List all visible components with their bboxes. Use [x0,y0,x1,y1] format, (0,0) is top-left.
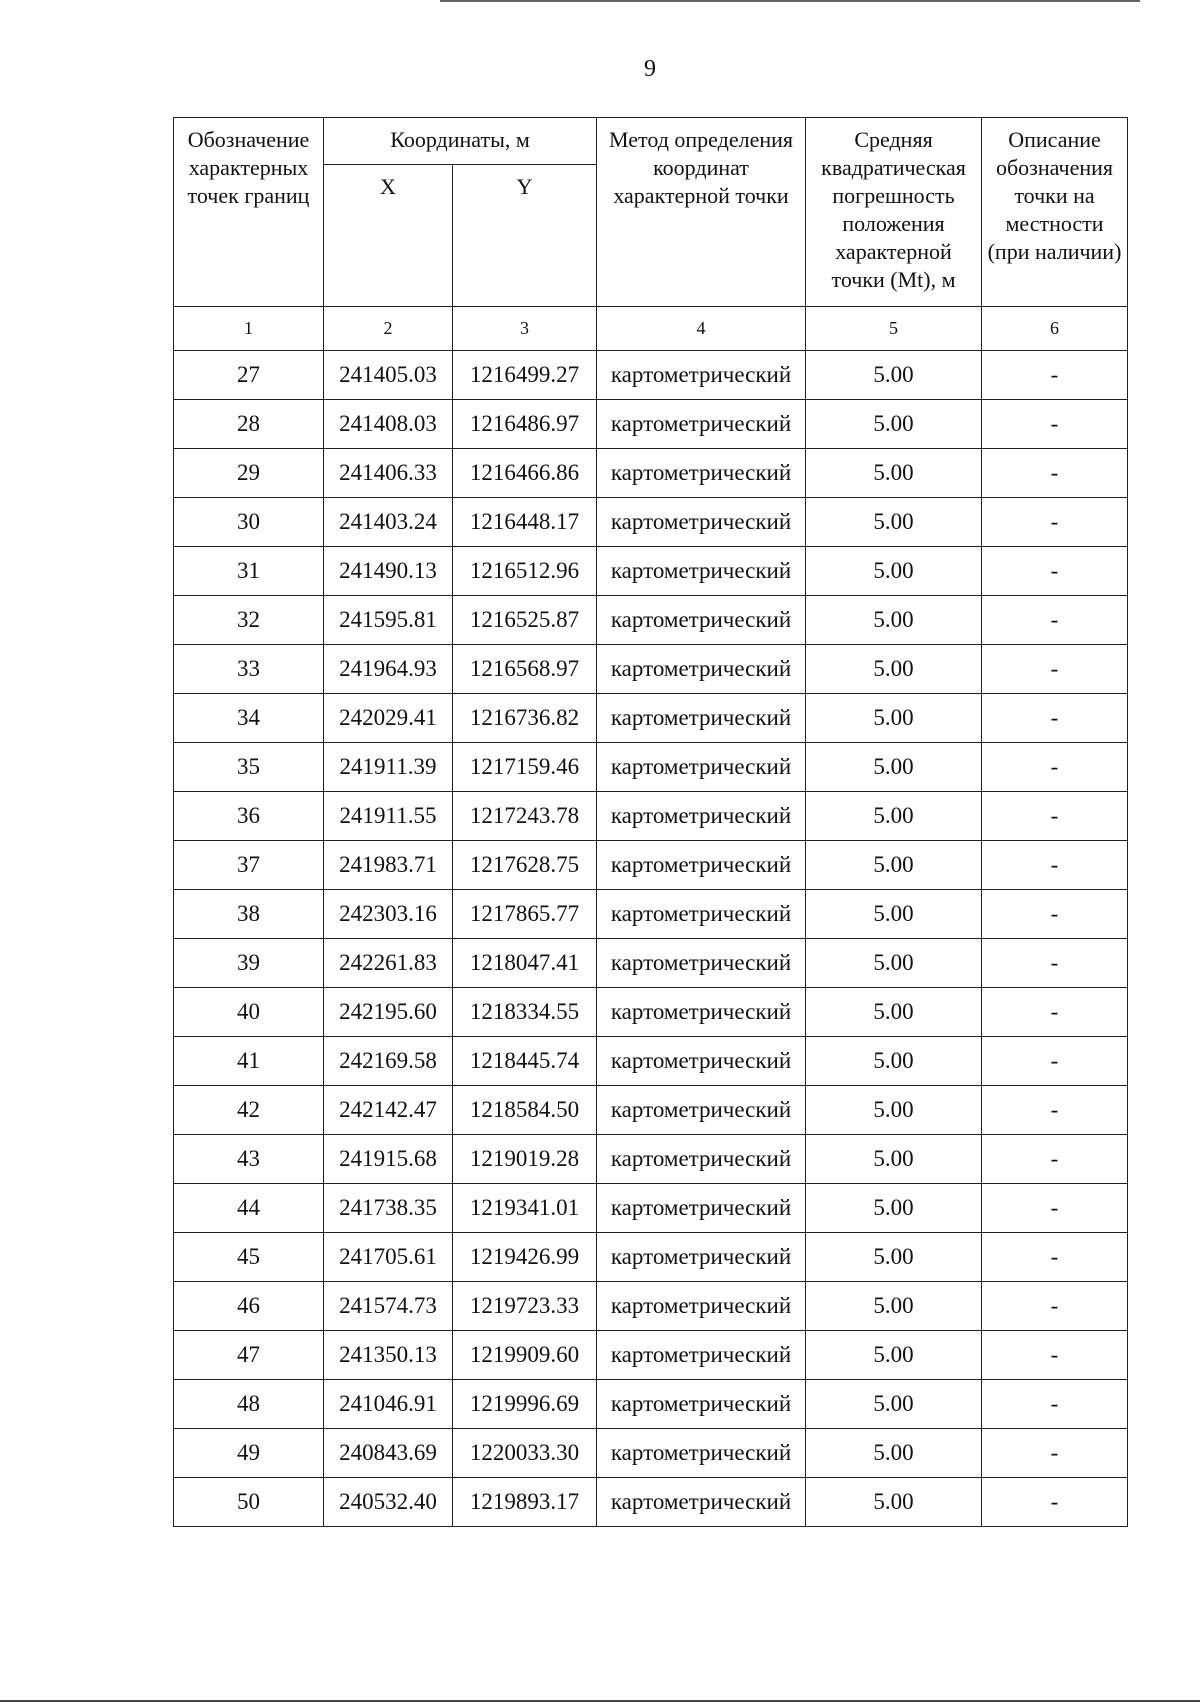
error-cell: 5.00 [806,1233,982,1282]
point-cell: 30 [174,498,324,547]
x-coordinate-cell: 241915.68 [324,1135,453,1184]
table-row [174,1086,1128,1135]
description-cell: - [982,1135,1128,1184]
point-cell: 49 [174,1429,324,1478]
page-number: 9 [644,56,656,82]
error-cell: 5.00 [806,890,982,939]
description-cell: - [982,1037,1128,1086]
y-coordinate-cell: 1217865.77 [453,890,597,939]
y-coordinate-cell: 1217159.46 [453,743,597,792]
point-cell: 47 [174,1331,324,1380]
error-cell: 5.00 [806,645,982,694]
error-cell: 5.00 [806,939,982,988]
table-row [174,1429,1128,1478]
y-coordinate-cell: 1218445.74 [453,1037,597,1086]
table-row [174,645,1128,694]
top-scan-rule [440,0,1140,2]
table-row [174,792,1128,841]
method-cell: картометрический [597,939,806,988]
x-coordinate-cell: 242169.58 [324,1037,453,1086]
x-coordinate-cell: 242029.41 [324,694,453,743]
method-cell: картометрический [597,841,806,890]
point-cell: 33 [174,645,324,694]
error-cell: 5.00 [806,694,982,743]
y-coordinate-cell: 1216568.97 [453,645,597,694]
error-cell: 5.00 [806,1086,982,1135]
point-cell: 39 [174,939,324,988]
table-body [174,351,1128,1527]
point-cell: 45 [174,1233,324,1282]
method-cell: картометрический [597,400,806,449]
point-cell: 27 [174,351,324,400]
method-cell: картометрический [597,1135,806,1184]
x-coordinate-cell: 240843.69 [324,1429,453,1478]
method-cell: картометрический [597,1233,806,1282]
error-cell: 5.00 [806,988,982,1037]
bottom-scan-rule [0,1700,1200,1702]
y-coordinate-cell: 1218334.55 [453,988,597,1037]
table-row [174,1037,1128,1086]
y-coordinate-cell: 1219723.33 [453,1282,597,1331]
y-coordinate-cell: 1219996.69 [453,1380,597,1429]
error-cell: 5.00 [806,498,982,547]
x-coordinate-cell: 241406.33 [324,449,453,498]
description-cell: - [982,1184,1128,1233]
x-coordinate-cell: 242303.16 [324,890,453,939]
point-cell: 46 [174,1282,324,1331]
error-cell: 5.00 [806,1429,982,1478]
method-cell: картометрический [597,890,806,939]
table-row [174,988,1128,1037]
y-coordinate-cell: 1216736.82 [453,694,597,743]
point-cell: 44 [174,1184,324,1233]
error-cell: 5.00 [806,1037,982,1086]
point-cell: 31 [174,547,324,596]
x-coordinate-cell: 240532.40 [324,1478,453,1527]
table-row [174,351,1128,400]
method-cell: картометрический [597,547,806,596]
y-coordinate-cell: 1219341.01 [453,1184,597,1233]
table-row [174,841,1128,890]
error-cell: 5.00 [806,400,982,449]
column-number: 2 [324,307,453,351]
description-cell: - [982,1086,1128,1135]
coordinates-table [173,117,1128,1527]
description-cell: - [982,449,1128,498]
table-row [174,939,1128,988]
point-cell: 42 [174,1086,324,1135]
point-cell: 35 [174,743,324,792]
table-row [174,1184,1128,1233]
point-cell: 41 [174,1037,324,1086]
table-row [174,1380,1128,1429]
description-cell: - [982,1282,1128,1331]
header-point-designation: Обозначение характерных точек границ [174,118,324,307]
x-coordinate-cell: 241403.24 [324,498,453,547]
point-cell: 28 [174,400,324,449]
method-cell: картометрический [597,1037,806,1086]
table-row [174,596,1128,645]
method-cell: картометрический [597,1380,806,1429]
description-cell: - [982,890,1128,939]
table-row [174,498,1128,547]
point-cell: 43 [174,1135,324,1184]
y-coordinate-cell: 1219426.99 [453,1233,597,1282]
error-cell: 5.00 [806,743,982,792]
point-cell: 48 [174,1380,324,1429]
method-cell: картометрический [597,498,806,547]
column-number: 5 [806,307,982,351]
method-cell: картометрический [597,1478,806,1527]
column-number: 3 [453,307,597,351]
description-cell: - [982,498,1128,547]
y-coordinate-cell: 1216525.87 [453,596,597,645]
point-cell: 40 [174,988,324,1037]
column-number: 6 [982,307,1128,351]
table-row [174,547,1128,596]
table-row [174,1282,1128,1331]
description-cell: - [982,400,1128,449]
table-row [174,890,1128,939]
method-cell: картометрический [597,1331,806,1380]
point-cell: 32 [174,596,324,645]
description-cell: - [982,1429,1128,1478]
header-method: Метод определения координат характерной точки [597,118,806,307]
point-cell: 38 [174,890,324,939]
x-coordinate-cell: 241595.81 [324,596,453,645]
header-error: Средняя квадратическая погрешность положения характерной точки (Mt), м [806,118,982,307]
column-number: 4 [597,307,806,351]
x-coordinate-cell: 241574.73 [324,1282,453,1331]
description-cell: - [982,547,1128,596]
error-cell: 5.00 [806,351,982,400]
method-cell: картометрический [597,1184,806,1233]
error-cell: 5.00 [806,596,982,645]
method-cell: картометрический [597,988,806,1037]
point-cell: 29 [174,449,324,498]
error-cell: 5.00 [806,449,982,498]
description-cell: - [982,1478,1128,1527]
method-cell: картометрический [597,1429,806,1478]
y-coordinate-cell: 1220033.30 [453,1429,597,1478]
error-cell: 5.00 [806,1331,982,1380]
description-cell: - [982,645,1128,694]
y-coordinate-cell: 1218584.50 [453,1086,597,1135]
description-cell: - [982,1380,1128,1429]
y-coordinate-cell: 1218047.41 [453,939,597,988]
x-coordinate-cell: 241408.03 [324,400,453,449]
description-cell: - [982,351,1128,400]
point-cell: 50 [174,1478,324,1527]
table-row [174,1331,1128,1380]
description-cell: - [982,743,1128,792]
y-coordinate-cell: 1216486.97 [453,400,597,449]
description-cell: - [982,596,1128,645]
description-cell: - [982,694,1128,743]
x-coordinate-cell: 242195.60 [324,988,453,1037]
method-cell: картометрический [597,645,806,694]
error-cell: 5.00 [806,792,982,841]
error-cell: 5.00 [806,1135,982,1184]
x-coordinate-cell: 241405.03 [324,351,453,400]
description-cell: - [982,988,1128,1037]
x-coordinate-cell: 241911.39 [324,743,453,792]
description-cell: - [982,792,1128,841]
error-cell: 5.00 [806,1282,982,1331]
header-coordinates: Координаты, м [324,118,597,165]
x-coordinate-cell: 241738.35 [324,1184,453,1233]
y-coordinate-cell: 1216466.86 [453,449,597,498]
x-coordinate-cell: 242261.83 [324,939,453,988]
x-coordinate-cell: 241490.13 [324,547,453,596]
description-cell: - [982,841,1128,890]
header-description: Описание обозначения точки на местности (при наличии) [982,118,1128,307]
description-cell: - [982,1233,1128,1282]
table-row [174,1233,1128,1282]
error-cell: 5.00 [806,841,982,890]
y-coordinate-cell: 1216512.96 [453,547,597,596]
table-row [174,1135,1128,1184]
header-x: X [324,165,453,307]
point-cell: 37 [174,841,324,890]
x-coordinate-cell: 241983.71 [324,841,453,890]
y-coordinate-cell: 1219019.28 [453,1135,597,1184]
method-cell: картометрический [597,1086,806,1135]
method-cell: картометрический [597,596,806,645]
table-row [174,694,1128,743]
method-cell: картометрический [597,743,806,792]
error-cell: 5.00 [806,1478,982,1527]
error-cell: 5.00 [806,547,982,596]
method-cell: картометрический [597,1282,806,1331]
header-y: Y [453,165,597,307]
method-cell: картометрический [597,792,806,841]
table-row [174,743,1128,792]
y-coordinate-cell: 1217628.75 [453,841,597,890]
x-coordinate-cell: 242142.47 [324,1086,453,1135]
x-coordinate-cell: 241046.91 [324,1380,453,1429]
column-number: 1 [174,307,324,351]
method-cell: картометрический [597,694,806,743]
x-coordinate-cell: 241964.93 [324,645,453,694]
x-coordinate-cell: 241350.13 [324,1331,453,1380]
description-cell: - [982,939,1128,988]
table-row [174,400,1128,449]
x-coordinate-cell: 241705.61 [324,1233,453,1282]
y-coordinate-cell: 1219909.60 [453,1331,597,1380]
y-coordinate-cell: 1219893.17 [453,1478,597,1527]
y-coordinate-cell: 1217243.78 [453,792,597,841]
y-coordinate-cell: 1216499.27 [453,351,597,400]
y-coordinate-cell: 1216448.17 [453,498,597,547]
table-row [174,1478,1128,1527]
x-coordinate-cell: 241911.55 [324,792,453,841]
table-row [174,449,1128,498]
error-cell: 5.00 [806,1184,982,1233]
method-cell: картометрический [597,449,806,498]
method-cell: картометрический [597,351,806,400]
point-cell: 34 [174,694,324,743]
description-cell: - [982,1331,1128,1380]
point-cell: 36 [174,792,324,841]
error-cell: 5.00 [806,1380,982,1429]
